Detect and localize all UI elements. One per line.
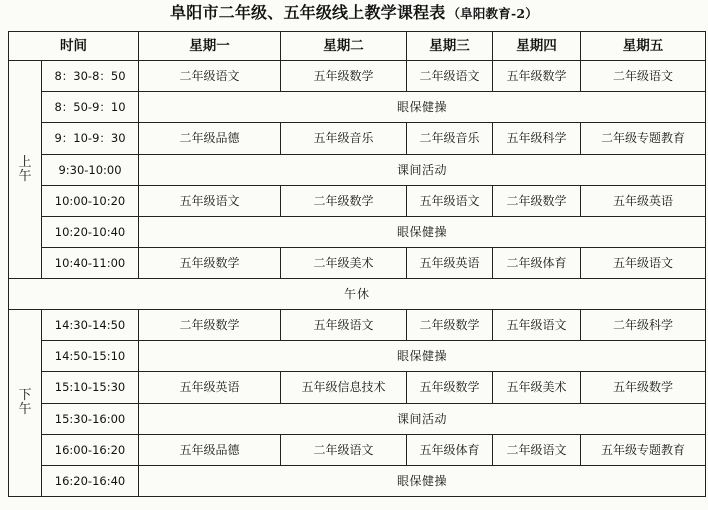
- class-cell: 二年级语文: [493, 434, 581, 465]
- class-cell: 五年级英语: [581, 185, 706, 216]
- class-cell: 五年级数学: [493, 61, 581, 92]
- morning-row: [9, 247, 706, 278]
- class-cell: 五年级数学: [407, 372, 493, 403]
- time-slot: 14:30-14:50: [42, 310, 139, 341]
- morning-row: [9, 92, 706, 123]
- class-cell: 五年级数学: [139, 247, 281, 278]
- afternoon-row: [9, 434, 706, 465]
- period-label-top: 下: [18, 388, 32, 404]
- class-cell: 二年级美术: [281, 247, 407, 278]
- header-day: 星期五: [581, 32, 706, 61]
- time-slot: 10:20-10:40: [42, 216, 139, 247]
- class-cell: 二年级数学: [139, 310, 281, 341]
- class-cell: 五年级音乐: [281, 123, 407, 154]
- class-cell: 五年级美术: [493, 372, 581, 403]
- title-subtitle: （阜阳教育-2）: [447, 6, 538, 21]
- class-cell: 二年级数学: [281, 185, 407, 216]
- morning-row: [9, 61, 706, 92]
- break-activity: 眼保健操: [139, 341, 706, 372]
- header-day: 星期三: [407, 32, 493, 61]
- morning-row: [9, 154, 706, 185]
- class-cell: 二年级音乐: [407, 123, 493, 154]
- time-slot: 9:30-10:00: [42, 154, 139, 185]
- break-activity: 眼保健操: [139, 465, 706, 496]
- class-cell: 五年级英语: [139, 372, 281, 403]
- time-slot: 16:00-16:20: [42, 434, 139, 465]
- schedule-body: [9, 32, 706, 497]
- class-cell: 二年级品德: [139, 123, 281, 154]
- header-day: 星期二: [281, 32, 407, 61]
- class-cell: 二年级专题教育: [581, 123, 706, 154]
- class-cell: 五年级语文: [281, 310, 407, 341]
- break-activity: 眼保健操: [139, 216, 706, 247]
- morning-row: [9, 185, 706, 216]
- class-cell: 二年级语文: [281, 434, 407, 465]
- time-slot: 9：10-9：30: [42, 123, 139, 154]
- noon-break: 午休: [9, 279, 706, 310]
- break-activity: 课间活动: [139, 154, 706, 185]
- header-day: 星期一: [139, 32, 281, 61]
- class-cell: 五年级英语: [407, 247, 493, 278]
- class-cell: 五年级专题教育: [581, 434, 706, 465]
- period-label-top: 上: [18, 154, 32, 170]
- page-title: [0, 0, 708, 27]
- class-cell: 五年级品德: [139, 434, 281, 465]
- morning-period-label: [9, 61, 42, 279]
- header-time: 时间: [9, 32, 139, 61]
- class-cell: 二年级数学: [493, 185, 581, 216]
- class-cell: 五年级数学: [581, 372, 706, 403]
- morning-row: [9, 123, 706, 154]
- class-cell: 五年级数学: [281, 61, 407, 92]
- time-slot: 10:00-10:20: [42, 185, 139, 216]
- time-slot: 15:30-16:00: [42, 403, 139, 434]
- time-slot: 14:50-15:10: [42, 341, 139, 372]
- class-cell: 五年级语文: [581, 247, 706, 278]
- noon-break-row: [9, 279, 706, 310]
- class-cell: 二年级语文: [581, 61, 706, 92]
- afternoon-row: [9, 465, 706, 496]
- time-slot: 15:10-15:30: [42, 372, 139, 403]
- class-cell: 五年级语文: [407, 185, 493, 216]
- time-slot: 8：50-9：10: [42, 92, 139, 123]
- class-cell: 二年级科学: [581, 310, 706, 341]
- header-row: [9, 32, 706, 61]
- class-cell: 五年级语文: [493, 310, 581, 341]
- class-cell: 二年级数学: [407, 310, 493, 341]
- break-activity: 眼保健操: [139, 92, 706, 123]
- afternoon-row: [9, 341, 706, 372]
- header-day: 星期四: [493, 32, 581, 61]
- period-label-bottom: 午: [18, 168, 32, 184]
- afternoon-period-label: [9, 310, 42, 497]
- class-cell: 二年级语文: [407, 61, 493, 92]
- period-label-bottom: 午: [18, 402, 32, 418]
- schedule-table: [8, 31, 706, 497]
- class-cell: 二年级体育: [493, 247, 581, 278]
- class-cell: 五年级体育: [407, 434, 493, 465]
- morning-row: [9, 216, 706, 247]
- time-slot: 16:20-16:40: [42, 465, 139, 496]
- afternoon-row: [9, 403, 706, 434]
- time-slot: 10:40-11:00: [42, 247, 139, 278]
- class-cell: 五年级信息技术: [281, 372, 407, 403]
- afternoon-row: [9, 372, 706, 403]
- afternoon-row: [9, 310, 706, 341]
- class-cell: 二年级语文: [139, 61, 281, 92]
- time-slot: 8：30-8：50: [42, 61, 139, 92]
- class-cell: 五年级科学: [493, 123, 581, 154]
- class-cell: 五年级语文: [139, 185, 281, 216]
- break-activity: 课间活动: [139, 403, 706, 434]
- title-main: 阜阳市二年级、五年级线上教学课程表: [170, 3, 446, 22]
